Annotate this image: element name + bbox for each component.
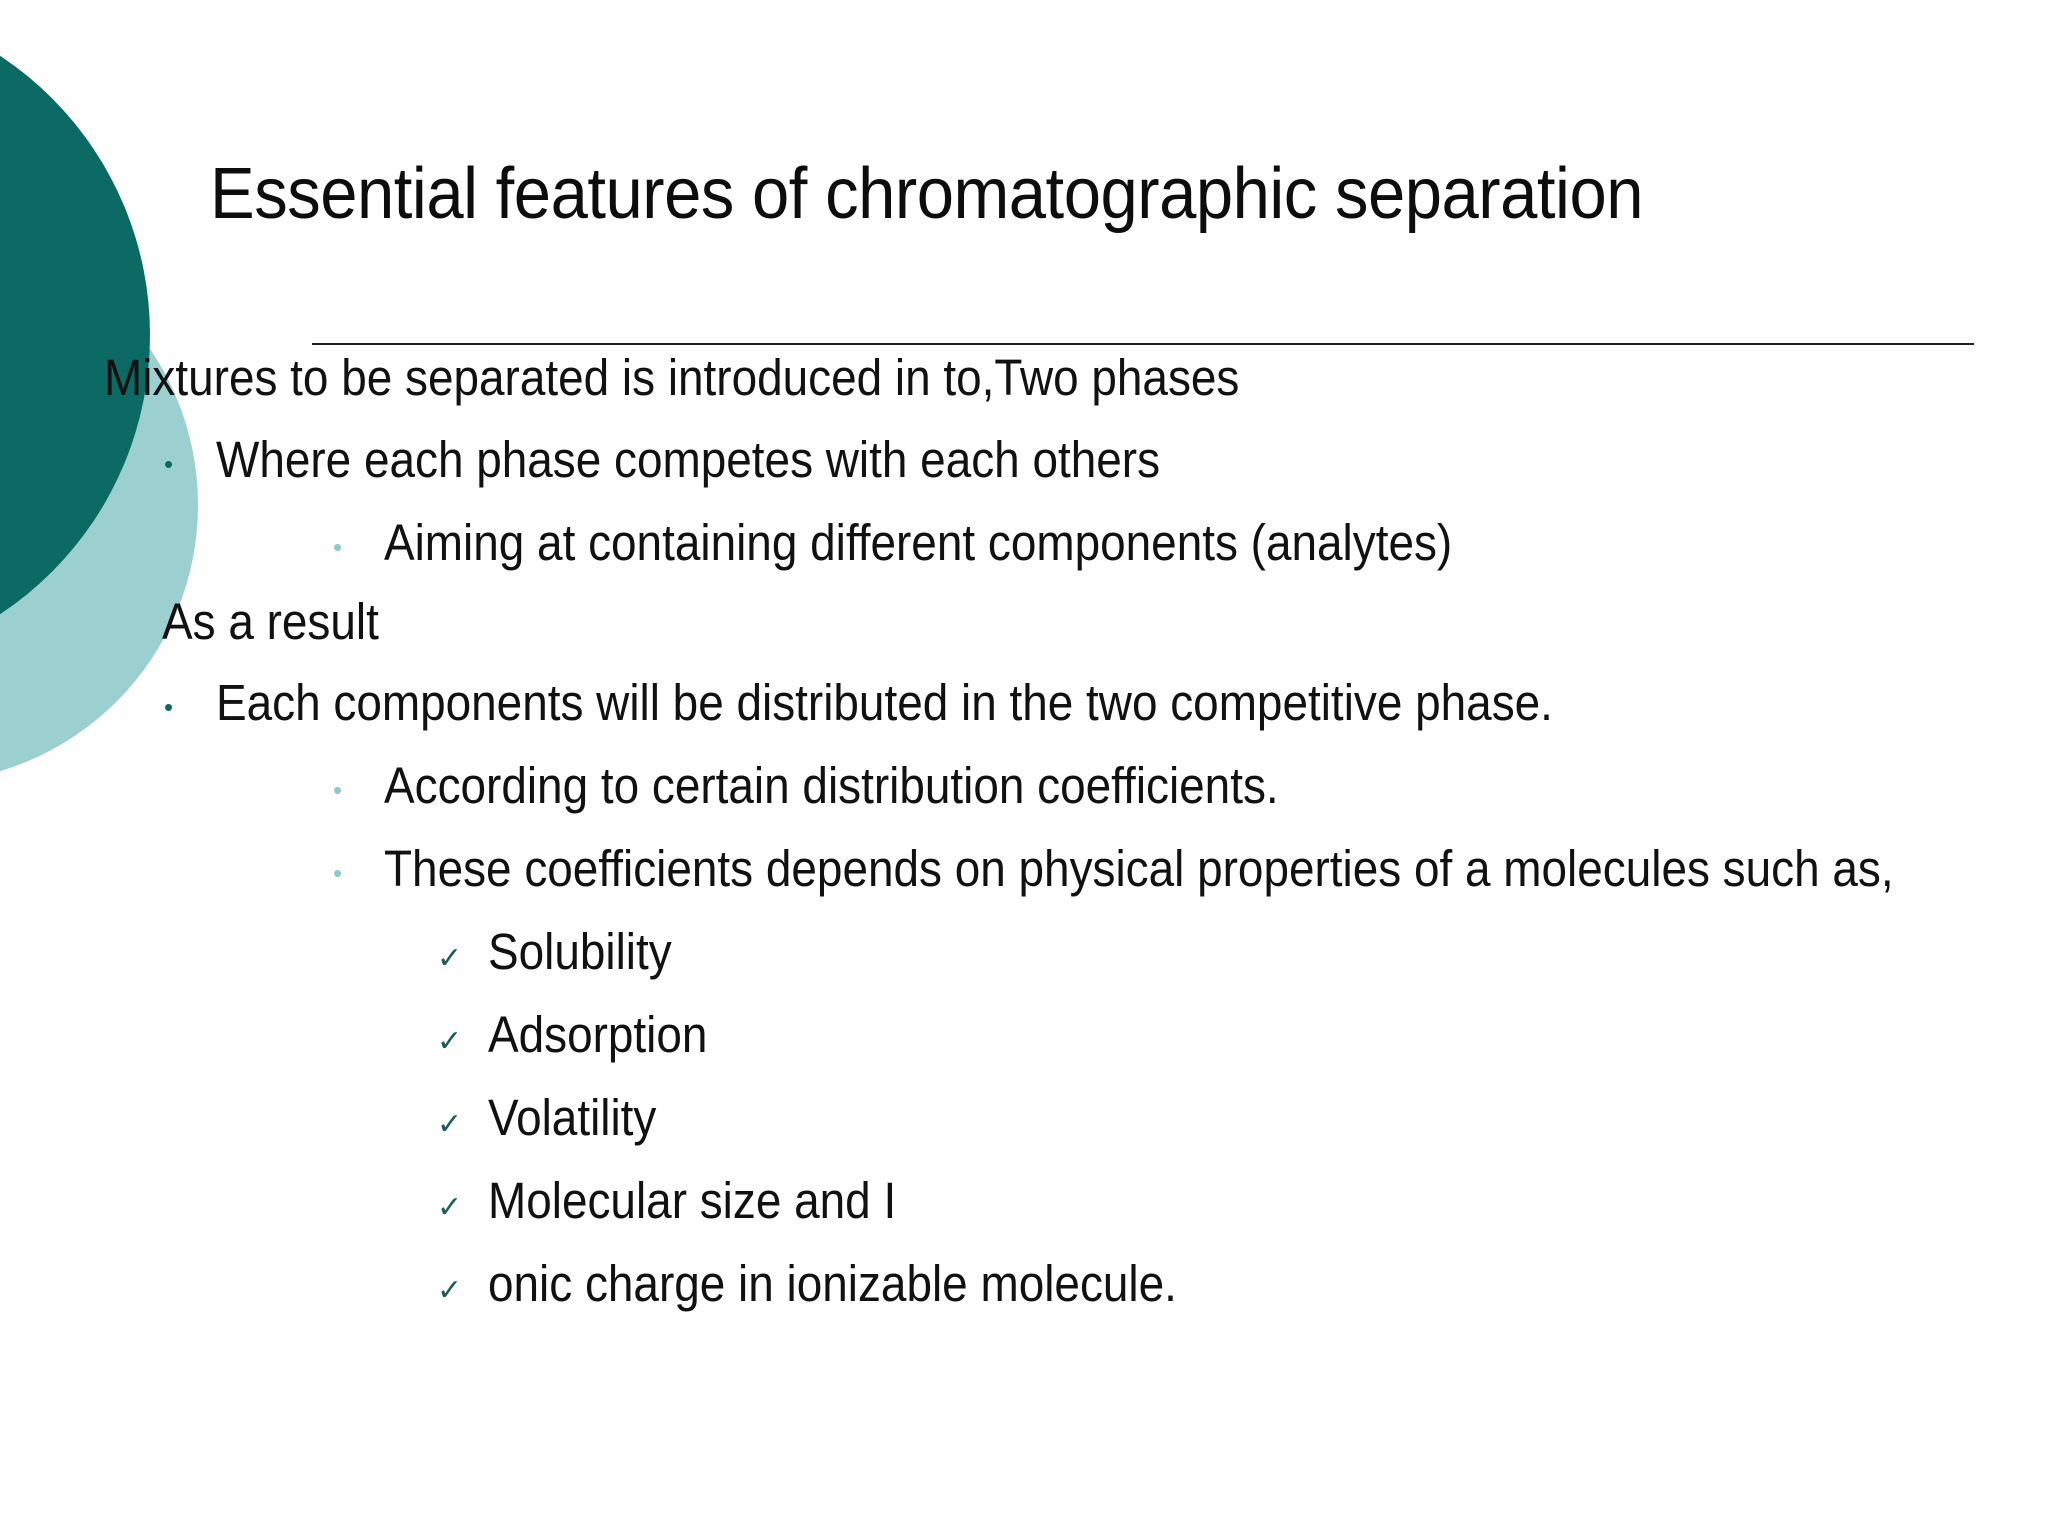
- check-icon: ✓: [437, 942, 463, 975]
- point-2-text: Each components will be distributed in the two competitive phase.: [216, 674, 1553, 731]
- title-underline: [312, 343, 1974, 345]
- bullet-icon: •: [164, 692, 174, 722]
- bullet-icon: •: [164, 449, 174, 479]
- slide-title: Essential features of chromatographic separation: [210, 154, 1644, 234]
- point-1-text: Where each phase competes with each others: [216, 431, 1161, 488]
- point-2-sub-1-text: According to certain distribution coefficients.: [384, 757, 1279, 814]
- property-item: onic charge in ionizable molecule.: [488, 1255, 1177, 1312]
- check-icon: ✓: [437, 1274, 463, 1307]
- point-1-sub-text: Aiming at containing different components (analytes): [384, 514, 1453, 571]
- sub-bullet-icon: •: [333, 532, 343, 562]
- intro-text: Mixtures to be separated is introduced in to,Two phases: [104, 349, 1240, 406]
- check-icon: ✓: [437, 1108, 463, 1141]
- sub-bullet-icon: •: [333, 775, 343, 805]
- property-item: Adsorption: [488, 1006, 708, 1063]
- check-icon: ✓: [437, 1191, 463, 1224]
- point-2-sub-2-text: These coefficients depends on physical properties of a molecules such as,: [384, 840, 1894, 897]
- sub-bullet-icon: •: [333, 858, 343, 888]
- property-item: Volatility: [488, 1089, 657, 1146]
- property-item: Solubility: [488, 923, 672, 980]
- result-heading: As a result: [162, 593, 379, 650]
- check-icon: ✓: [437, 1025, 463, 1058]
- property-item: Molecular size and I: [488, 1172, 897, 1229]
